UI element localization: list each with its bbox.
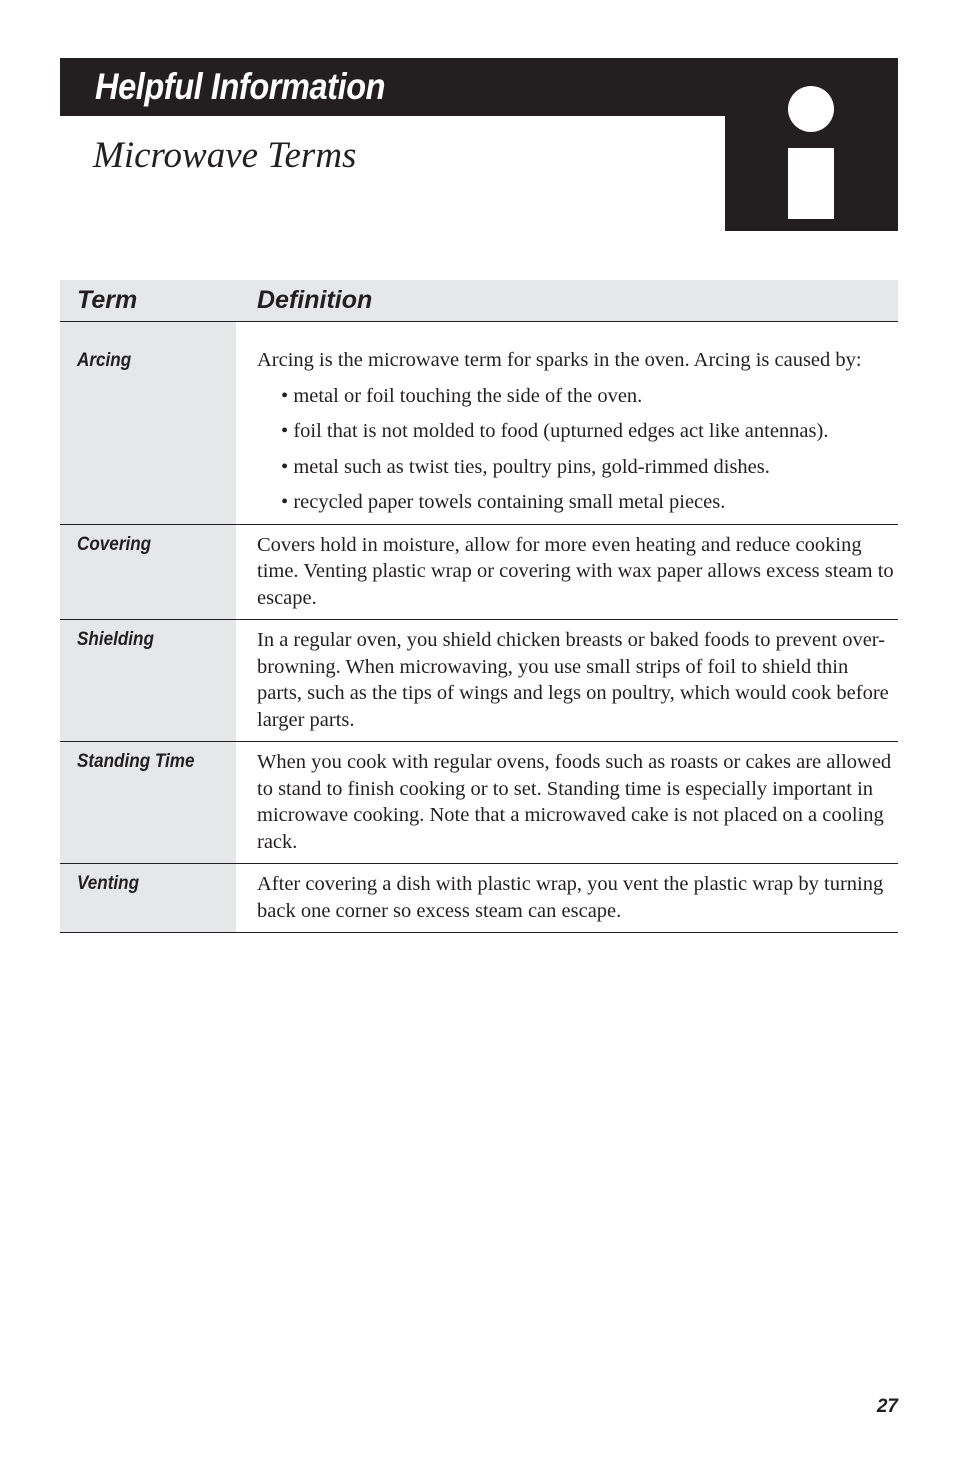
term-cell	[60, 864, 236, 932]
definition-cell	[236, 322, 898, 524]
bullet-item: • foil that is not molded to food (upturned edges act like antennas).	[281, 418, 898, 445]
definition-bullets	[257, 383, 898, 516]
bullet-item: • recycled paper towels containing small metal pieces.	[281, 489, 898, 516]
info-icon-stem	[788, 148, 834, 219]
section-title: Helpful Information	[95, 66, 386, 107]
bullet-item: • metal such as twist ties, poultry pins, gold-rimmed dishes.	[281, 454, 898, 481]
definition-text: After covering a dish with plastic wrap, you vent the plastic wrap by turning back one corner so excess steam can escape.	[257, 873, 884, 922]
table-row-shielding	[60, 620, 898, 742]
page-subtitle: Microwave Terms	[93, 135, 357, 176]
term-label: Arcing	[77, 350, 132, 371]
table-row-arcing	[60, 322, 898, 525]
terms-table	[60, 280, 898, 933]
term-label: Shielding	[77, 629, 154, 650]
term-cell	[60, 525, 236, 620]
column-header-definition: Definition	[257, 286, 373, 314]
definition-cell	[236, 525, 898, 620]
bullet-item: • metal or foil touching the side of the oven.	[281, 383, 898, 410]
column-header-term: Term	[77, 286, 138, 314]
term-cell	[60, 322, 236, 524]
table-row-standing-time	[60, 742, 898, 864]
term-cell	[60, 620, 236, 741]
table-row-venting	[60, 864, 898, 933]
definition-text: Covers hold in moisture, allow for more even heating and reduce cooking time. Venting plastic wrap or covering with wax paper allows excess steam to escape.	[257, 533, 894, 609]
term-cell	[60, 742, 236, 863]
page-number: 27	[876, 1396, 898, 1417]
info-icon	[788, 86, 834, 132]
definition-cell	[236, 864, 898, 932]
definition-cell	[236, 742, 898, 863]
term-label: Covering	[77, 533, 152, 555]
definition-text: When you cook with regular ovens, foods such as roasts or cakes are allowed to stand to finish cooking or to set. Standing time is especially important in microwave cooking. Note that a microwaved cake is not placed on a cooling rack.	[257, 751, 892, 853]
term-label: Standing Time	[77, 751, 195, 772]
definition-cell	[236, 620, 898, 741]
table-row-covering	[60, 525, 898, 621]
table-header	[60, 280, 898, 322]
definition-text: In a regular oven, you shield chicken breasts or baked foods to prevent over-browning. When microwaving, you use small strips of foil to shield thin parts, such as the tips of wings and legs on poultry, which would cook before larger parts.	[257, 629, 889, 731]
term-label: Venting	[77, 873, 140, 894]
definition-text: Arcing is the microwave term for sparks in the oven. Arcing is caused by:	[257, 349, 862, 371]
